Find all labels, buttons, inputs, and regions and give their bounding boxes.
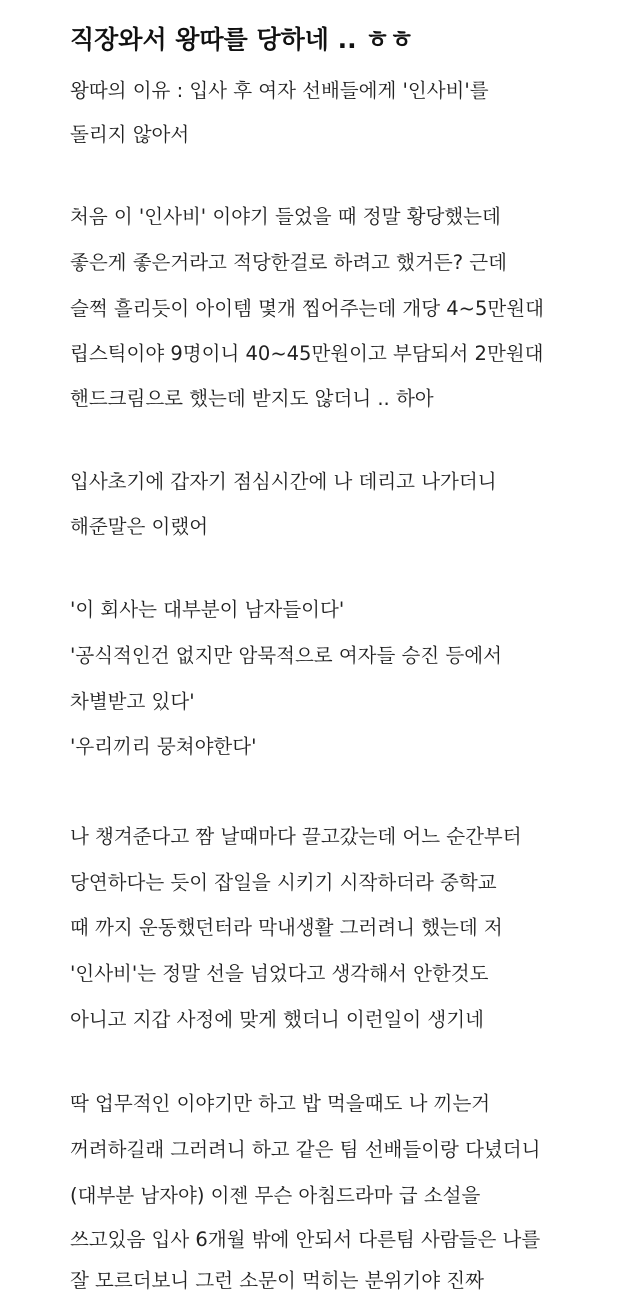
post-line: 핸드크림으로 했는데 받지도 않더니 .. 하아: [70, 387, 434, 410]
post-line: '인사비'는 정말 선을 넘었다고 생각해서 안한것도: [70, 962, 489, 985]
post-line: 당연하다는 듯이 잡일을 시키기 시작하더라 중학교: [70, 871, 497, 894]
post-line: (대부분 남자야) 이젠 무슨 아침드라마 급 소설을: [70, 1184, 481, 1207]
post-line: 좋은게 좋은거라고 적당한걸로 하려고 했거든? 근데: [70, 251, 507, 274]
post-line: 왕따의 이유 : 입사 후 여자 선배들에게 '인사비'를: [70, 79, 489, 102]
post-line: '공식적인건 없지만 암묵적으로 여자들 승진 등에서: [70, 644, 502, 667]
post-line: 때 까지 운동했던터라 막내생활 그러려니 했는데 저: [70, 916, 503, 939]
post-line: 해준말은 이랬어: [70, 515, 209, 538]
post-line: 나 챙겨준다고 짬 날때마다 끌고갔는데 어느 순간부터: [70, 825, 522, 848]
post-line: 딱 업무적인 이야기만 하고 밥 먹을때도 나 끼는거: [70, 1092, 491, 1115]
post-line: 아니고 지갑 사정에 맞게 했더니 이런일이 생기네: [70, 1008, 484, 1031]
post-line: 슬쩍 흘리듯이 아이템 몇개 찝어주는데 개당 4~5만원대: [70, 297, 544, 320]
post-line: '이 회사는 대부분이 남자들이다': [70, 598, 345, 621]
post-title: 직장와서 왕따를 당하네 .. ㅎㅎ: [70, 25, 414, 54]
post-line: 잘 모르더보니 그런 소문이 먹히는 분위기야 진짜: [70, 1269, 484, 1292]
post-line: '우리끼리 뭉쳐야한다': [70, 735, 257, 758]
post-line: 입사초기에 갑자기 점심시간에 나 데리고 나가더니: [70, 470, 497, 493]
post-line: 꺼려하길래 그러려니 하고 같은 팀 선배들이랑 다녔더니: [70, 1138, 541, 1161]
post-line: 립스틱이야 9명이니 40~45만원이고 부담되서 2만원대: [70, 342, 544, 365]
post-line: 돌리지 않아서: [70, 123, 190, 146]
post-line: 쓰고있음 입사 6개월 밖에 안되서 다른팀 사람들은 나를: [70, 1228, 541, 1251]
post-line: 처음 이 '인사비' 이야기 들었을 때 정말 황당했는데: [70, 205, 501, 228]
post-line: 차별받고 있다': [70, 690, 195, 713]
